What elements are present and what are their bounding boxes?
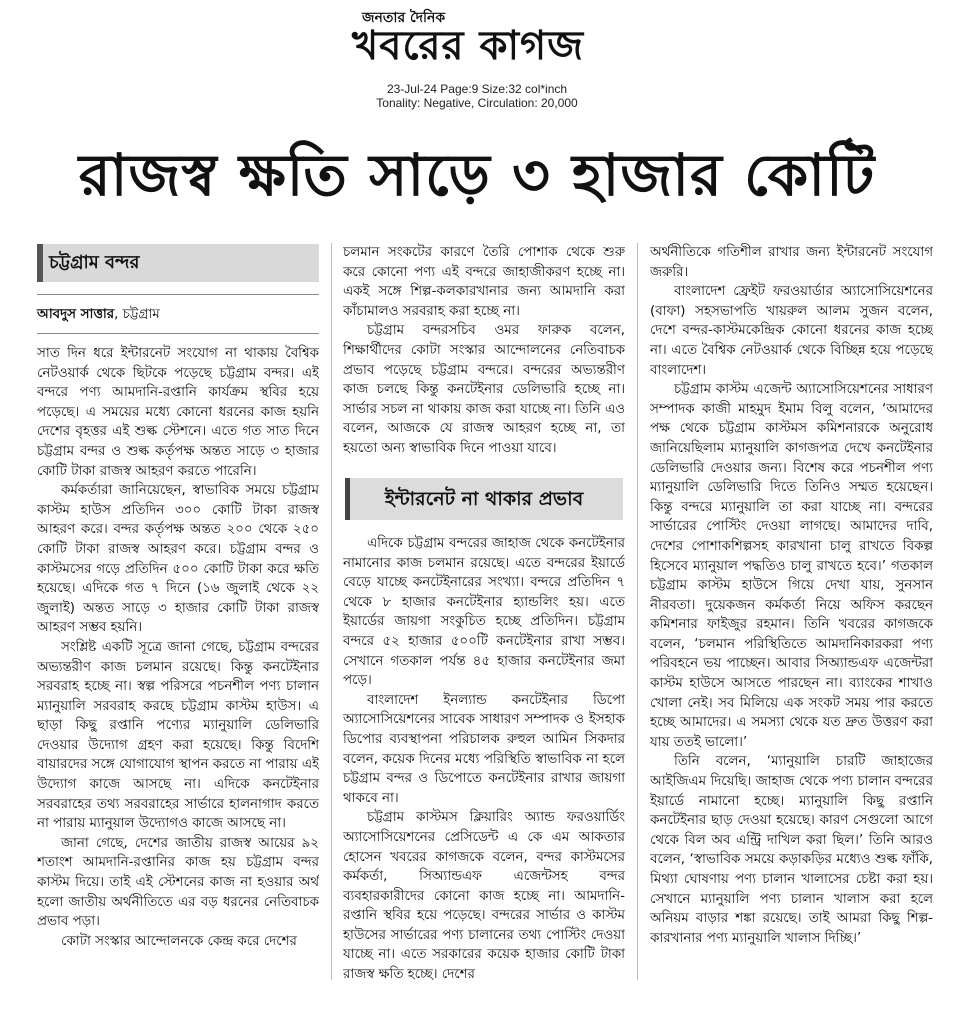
subhead-accent-bar [345, 478, 350, 520]
paragraph: চট্টগ্রাম কাস্টমস ক্লিয়ারিং অ্যান্ড ফরওয়ার্ডিং অ্যাসোসিয়েশনের প্রেসিডেন্ট এ কে এম আকতার হোসেন খবরের কাগজকে বলেন, বন্দর কাস্টমসের কর্মকর্তা, সিঅ্যান্ডএফ এজেন্টসহ বন্দর ব্যবহারকারীদের কোনো কাজ হচ্ছে না। আমদানি-রপ্তানি স্থবির হয়ে পড়েছে। বন্দরের সার্ভার ও কাস্টম হাউসের সার্ভারের পণ্য চালানের তথ্য পোস্টিং দেওয়া যাচ্ছে না। এতে সরকারের কয়েক হাজার কোটি টাকা রাজস্ব ক্ষতি হচ্ছে। দেশের [343, 810, 625, 980]
kicker-accent-bar [37, 244, 43, 282]
paragraph: চট্টগ্রাম কাস্টম এজেন্ট অ্যাসোসিয়েশনের সাধারণ সম্পাদক কাজী মাহমুদ ইমাম বিলু বলেন, ‘আমাদের পক্ষ থেকে চট্টগ্রাম কাস্টমস কমিশনারকে অনুরোধ জানিয়েছিলাম ম্যানুয়ালি কাগজপত্র দেখে কনটেইনার ডেলিভারি দেওয়ার জন্য। বিশেষ করে পচনশীল পণ্য ম্যানুয়ালি ডেলিভারি দিতে তিনিও সম্মত হয়েছেন। কিন্তু বন্দরে ম্যানুয়ালি তা করা যাচ্ছে না। বন্দরের সার্ভারের পোস্টিং দেওয়া লাগছে। আমাদের দাবি, দেশের পোশাকশিল্পসহ কারখানা চালু রাখতে বিকল্প হিসেবে ম্যানুয়াল পদ্ধতিও চালু রাখতে হবে।’ গতকাল চট্টগ্রাম কাস্টম হাউসে গিয়ে দেখা যায়, সুনসান নীরবতা। দুয়েকজন কর্মকর্তা নিয়ে অফিস করছেন কমিশনার ফাইজুর রহমান। তিনি খবরের কাগজকে বলেন, ‘চলমান পরিস্থিতিতে আমদানিকারকরা পণ্য পরিবহনে ভয় পাচ্ছেন। আবার সিঅ্যান্ডএফ এজেন্টরা কাস্টম হাউসে আসতে পারছেন না। ব্যাংকের শাখাও খোলা নেই। সব মিলিয়ে এক সংকট সময় পার করতে হচ্ছে আমাদের। এ সমস্যা থেকে যত দ্রুত উত্তরণ করা যায় ততই ভালো।’ [650, 382, 933, 750]
paragraph: তিনি বলেন, ‘ম্যানুয়ালি চারটি জাহাজের আইজিএম দিয়েছি। জাহাজ থেকে পণ্য চালান বন্দরের ইয়ার্ডে নামানো হচ্ছে। ম্যানুয়ালি কিছু রপ্তানি কনটেইনার ছাড় দেওয়া হয়েছে। কারণ সেগুলো আগে থেকে বিল অব এন্ট্রি দাখিল করা ছিল।’ তিনি আরও বলেন, ‘স্বাভাবিক সময়ে কড়াকড়ির মধ্যেও শুল্ক ফাঁকি, মিথ্যা ঘোষণায় পণ্য চালান খালাসের চেষ্টা করা হয়। সেখানে ম্যানুয়ালি পণ্য চালান খালাস করা হলে অনিয়ম বাড়ার শঙ্কা রয়েছে। তাই আমরা কিছু শিল্প-কারখানার পণ্য ম্যানুয়ালি খালাস দিচ্ছি।’ [650, 754, 933, 946]
byline-rule-bottom [37, 333, 319, 334]
article-headline: রাজস্ব ক্ষতি সাড়ে ৩ হাজার কোটি [78, 141, 876, 209]
byline [37, 304, 319, 326]
paragraph: চলমান সংকটের কারণে তৈরি পোশাক থেকে শুরু করে কোনো পণ্য এই বন্দরে জাহাজীকরণ হচ্ছে না। একই সঙ্গে শিল্প-কলকারখানার জন্য আমদানি করা কাঁচামালও সরবরাহ করা হচ্ছে না। [343, 245, 625, 319]
paragraph: কর্মকর্তারা জানিয়েছেন, স্বাভাবিক সময়ে চট্টগ্রাম কাস্টম হাউস প্রতিদিন ৩০০ কোটি টাকা রাজস্ব আহরণ করে। বন্দর কর্তৃপক্ষ অন্তত ২০০ থেকে ২৫০ কোটি টাকা রাজস্ব আহরণ করে। চট্টগ্রাম বন্দর ও কাস্টমসের গড়ে প্রতিদিন ৫০০ কোটি টাকা করে ক্ষতি হয়েছে। এদিকে গত ৭ দিনে (১৬ জুলাই থেকে ২২ জুলাই) অন্তত সাড়ে ৩ হাজার কোটি টাকা রাজস্ব আহরণ সম্ভব হয়নি। [37, 483, 319, 636]
article-column-2-top [343, 243, 625, 461]
paragraph: বাংলাদেশ ইনল্যান্ড কনটেইনার ডিপো অ্যাসোসিয়েশনের সাবেক সাধারণ সম্পাদক ও ইসহাক ডিপোর ব্যবস্থাপনা পরিচালক রুহুল আমিন সিকদার বলেন, কয়েক দিনের মধ্যে পরিস্থিতি স্বাভাবিক না হলে চট্টগ্রাম বন্দর ও ডিপোতে কনটেইনার রাখার জায়গা থাকবে না। [343, 692, 625, 806]
article-column-1 [37, 344, 319, 980]
byline-place: , চট্টগ্রাম [114, 307, 160, 322]
paragraph: সাত দিন ধরে ইন্টারনেট সংযোগ না থাকায় বৈশ্বিক নেটওয়ার্ক থেকে ছিটকে পড়েছে চট্টগ্রাম বন্দর। এই বন্দরে পণ্য আমদানি-রপ্তানি কার্যক্রম স্থবির হয়ে পড়েছে। এ সময়ের মধ্যে কোনো ধরনের কাজ হয়নি দেশের বৃহত্তর এই শুল্ক স্টেশনে। এতে গত সাত দিনে চট্টগ্রাম বন্দর ও শুল্ক কর্তৃপক্ষ অন্তত সাড়ে ৩ হাজার কোটি টাকা রাজস্ব আহরণ করতে পারেনি। [37, 346, 319, 479]
clipping-meta-line-1: 23-Jul-24 Page:9 Size:32 col*inch [386, 82, 568, 96]
paragraph: চট্টগ্রাম বন্দরসচিব ওমর ফারুক বলেন, শিক্ষার্থীদের কোটা সংস্কার আন্দোলনের নেতিবাচক প্রভাব পড়েছে চট্টগ্রাম বন্দরে। বন্দরের অভ্যন্তরীণ কাজ চলছে কিন্তু কনটেইনার ডেলিভারি হচ্ছে না। সার্ভার সচল না থাকায় কাজ করা যাচ্ছে না। তিনি এও বলেন, আজকে যে রাজস্ব আহরণ হচ্ছে না, তা হয়তো অন্য স্বাভাবিক দিনে পাওয়া যাবে। [343, 323, 625, 456]
paragraph: জানা গেছে, দেশের জাতীয় রাজস্ব আয়ের ৯২ শতাংশ আমদানি-রপ্তানির কাজ হয় চট্টগ্রাম বন্দর কাস্টম দিয়ে। তাই এই স্টেশনের কাজ না হওয়ার অর্থ হলো জাতীয় অর্থনীতিতে এর বড় ধরনের নেতিবাচক প্রভাব পড়া। [37, 835, 319, 930]
article-column-3 [650, 243, 933, 980]
article-subhead: ইন্টারনেট না থাকার প্রভাব [345, 478, 623, 520]
clipping-meta-line-2: Tonality: Negative, Circulation: 20,000 [376, 96, 578, 110]
article-kicker: চট্টগ্রাম বন্দর [37, 244, 319, 282]
column-divider [331, 243, 332, 980]
paragraph: অর্থনীতিকে গতিশীল রাখার জন্য ইন্টারনেট সংযোগ জরুরি। [650, 245, 933, 280]
paragraph: সংশ্লিষ্ট একটি সূত্রে জানা গেছে, চট্টগ্রাম বন্দরের অভ্যন্তরীণ কাজ চলমান রয়েছে। কিন্তু কনটেইনার সরবরাহ হচ্ছে না। স্বল্প পরিসরে পচনশীল পণ্য চালান ম্যানুয়ালি সরবরাহ করছে চট্টগ্রাম কাস্টম হাউস। এ ছাড়া কিছু রপ্তানি পণ্যের ম্যানুয়ালি ডেলিভারি দেওয়ার উদ্যোগ গ্রহণ করা হয়েছে। কিন্তু বিদেশি বায়ারদের সঙ্গে যোগাযোগ স্থাপন করতে না পারায় এই উদ্যোগ কাজে আসছে না। এদিকে কনটেইনার সরবরাহের তথ্য সরবরাহের সার্ভারে হালনাগাদ করতে না পারায় ম্যানুয়াল উদ্যোগও কাজে আসছে না। [37, 639, 319, 832]
paragraph: বাংলাদেশ ফ্রেইট ফরওয়ার্ডার অ্যাসোসিয়েশনের (বাফা) সহসভাপতি খায়রুল আলম সুজন বলেন, দেশে বন্দর-কাস্টমকেন্দ্রিক কোনো ধরনের কাজ হচ্ছে না। এতে বৈশ্বিক নেটওয়ার্ক থেকে বিচ্ছিন্ন হয়ে পড়েছে বাংলাদেশ। [650, 284, 933, 378]
column-divider [637, 243, 638, 980]
byline-name: আবদুস সাত্তার [37, 307, 115, 322]
newspaper-name: খবরের কাগজ [351, 23, 585, 69]
paragraph: এদিকে চট্টগ্রাম বন্দরের জাহাজ থেকে কনটেইনার নামানোর কাজ চলমান রয়েছে। এতে বন্দরের ইয়ার্ডে বেড়ে যাচ্ছে কনটেইনারের সংখ্যা। বন্দরে প্রতিদিন ৭ থেকে ৮ হাজার কনটেইনার হ্যান্ডলিং হয়। এতে ইয়ার্ডের জায়গা সংকুচিত হচ্ছে প্রতিদিন। চট্টগ্রাম বন্দরে ৫২ হাজার ৫০০টি কনটেইনার রাখা সম্ভব। সেখানে গতকাল পর্যন্ত ৪৫ হাজার কনটেইনার জমা পড়ে। [343, 536, 625, 689]
article-column-2-bottom [343, 534, 625, 980]
byline-rule-top [37, 294, 319, 295]
paragraph: কোটা সংস্কার আন্দোলনকে কেন্দ্র করে দেশের [61, 933, 297, 949]
masthead-tagline: জনতার দৈনিক [362, 10, 446, 26]
